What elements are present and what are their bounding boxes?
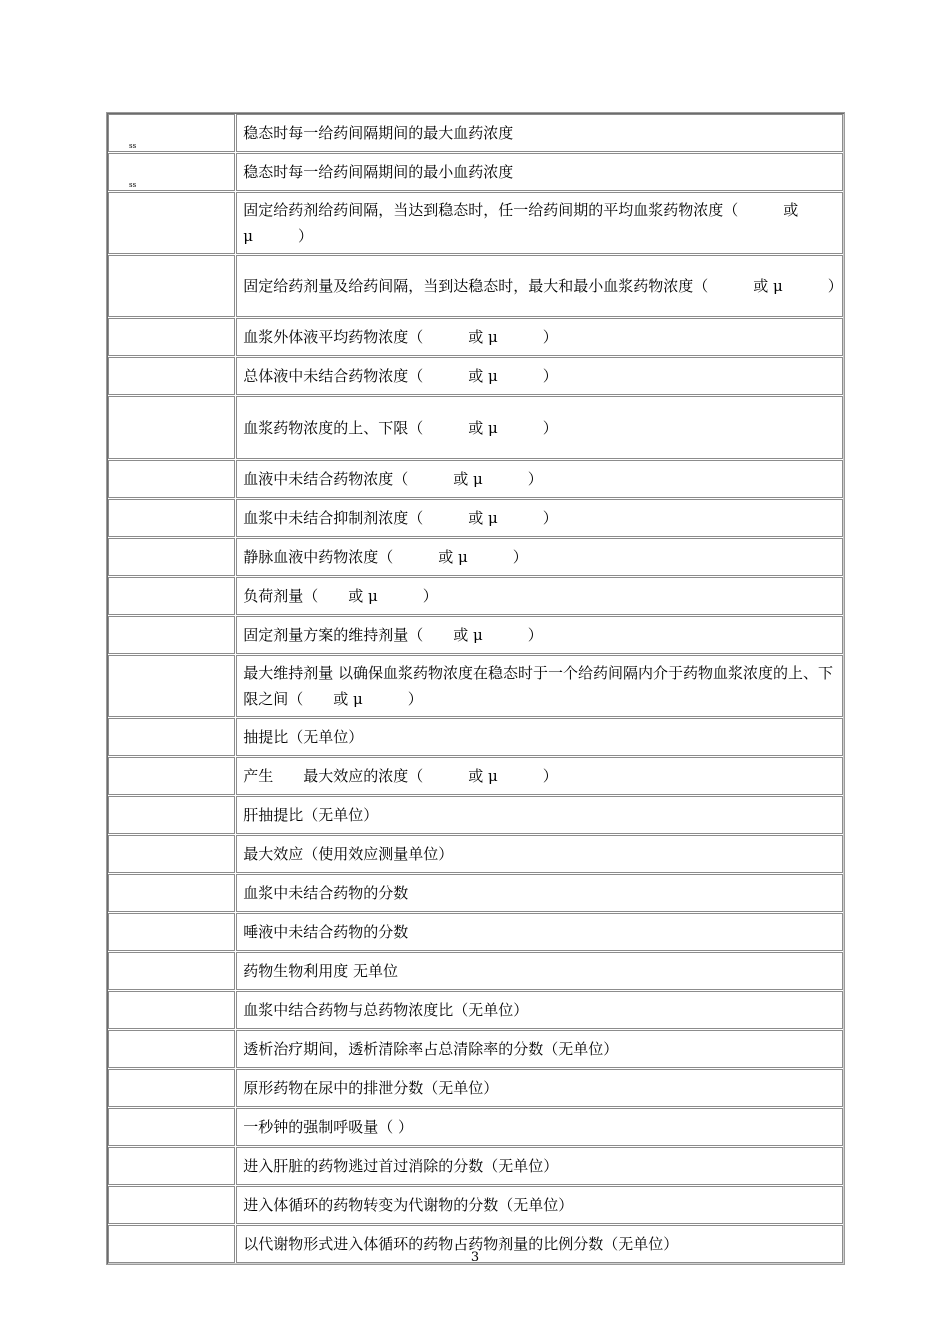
table-row [108, 913, 843, 951]
symbol-cell: ss [108, 153, 235, 191]
description-cell: 原形药物在尿中的排泄分数（无单位） [236, 1069, 843, 1107]
description-cell: 最大效应（使用效应测量单位） [236, 835, 843, 873]
table-row [108, 1147, 843, 1185]
description-cell: 总体液中未结合药物浓度（ 或 μ ） [236, 357, 843, 395]
description-cell: 静脉血液中药物浓度（ 或 μ ） [236, 538, 843, 576]
symbol-table [106, 112, 845, 1265]
table-row [108, 577, 843, 615]
symbol-cell [108, 396, 235, 459]
symbol-cell [108, 538, 235, 576]
description-cell: 肝抽提比（无单位） [236, 796, 843, 834]
table-row [108, 318, 843, 356]
description-cell: 血液中未结合药物浓度（ 或 μ ） [236, 460, 843, 498]
table-row [108, 1030, 843, 1068]
table-row [108, 718, 843, 756]
symbol-cell [108, 460, 235, 498]
description-cell: 血浆中结合药物与总药物浓度比（无单位） [236, 991, 843, 1029]
table-row [108, 538, 843, 576]
table-row [108, 1069, 843, 1107]
description-cell: 一秒钟的强制呼吸量（ ） [236, 1108, 843, 1146]
table-row [108, 192, 843, 254]
symbol-cell [108, 192, 235, 254]
description-cell: 固定给药剂给药间隔，当达到稳态时，任一给药间期的平均血浆药物浓度（ 或 μ ） [236, 192, 843, 254]
symbol-cell [108, 835, 235, 873]
table-row [108, 874, 843, 912]
page-number: 3 [470, 1250, 480, 1265]
table-row [108, 499, 843, 537]
symbol-cell [108, 318, 235, 356]
table-row [108, 835, 843, 873]
symbol-cell [108, 499, 235, 537]
table-row [108, 255, 843, 317]
symbol-cell [108, 1147, 235, 1185]
symbol-cell [108, 357, 235, 395]
description-cell: 血浆中未结合药物的分数 [236, 874, 843, 912]
description-cell: 最大维持剂量 以确保血浆药物浓度在稳态时于一个给药间隔内介于药物血浆浓度的上、下限之间（ 或 μ ） [236, 655, 843, 717]
symbol-cell [108, 757, 235, 795]
table-row [108, 1108, 843, 1146]
description-cell: 抽提比（无单位） [236, 718, 843, 756]
description-cell: 透析治疗期间，透析清除率占总清除率的分数（无单位） [236, 1030, 843, 1068]
table-row [108, 952, 843, 990]
table-row [108, 796, 843, 834]
symbol-cell [108, 1108, 235, 1146]
table-row [108, 757, 843, 795]
symbol-cell [108, 718, 235, 756]
symbol-cell [108, 616, 235, 654]
symbol-cell: ss [108, 114, 235, 152]
symbol-cell [108, 796, 235, 834]
description-cell: 进入体循环的药物转变为代谢物的分数（无单位） [236, 1186, 843, 1224]
symbol-cell [108, 1069, 235, 1107]
table-row [108, 655, 843, 717]
table-row [108, 357, 843, 395]
table-row [108, 991, 843, 1029]
table-row [108, 616, 843, 654]
description-cell: 产生 最大效应的浓度（ 或 μ ） [236, 757, 843, 795]
description-cell: 血浆中未结合抑制剂浓度（ 或 μ ） [236, 499, 843, 537]
table-row [108, 1186, 843, 1224]
description-cell: 药物生物利用度 无单位 [236, 952, 843, 990]
table-row [108, 153, 843, 191]
description-cell: 血浆外体液平均药物浓度（ 或 μ ） [236, 318, 843, 356]
description-cell: 以代谢物形式进入体循环的药物占药物剂量的比例分数（无单位） [236, 1225, 843, 1263]
symbol-cell [108, 991, 235, 1029]
symbol-cell [108, 952, 235, 990]
symbol-cell [108, 913, 235, 951]
symbol-table-body [108, 114, 843, 1263]
description-cell: 固定给药剂量及给药间隔，当到达稳态时，最大和最小血浆药物浓度（ 或 μ ） [236, 255, 843, 317]
symbol-cell [108, 874, 235, 912]
description-cell: 负荷剂量（ 或 μ ） [236, 577, 843, 615]
description-cell: 进入肝脏的药物逃过首过消除的分数（无单位） [236, 1147, 843, 1185]
symbol-cell [108, 1030, 235, 1068]
table-row [108, 396, 843, 459]
symbol-cell [108, 577, 235, 615]
table-row [108, 460, 843, 498]
symbol-cell [108, 1186, 235, 1224]
description-cell: 稳态时每一给药间隔期间的最大血药浓度 [236, 114, 843, 152]
description-cell: 稳态时每一给药间隔期间的最小血药浓度 [236, 153, 843, 191]
description-cell: 血浆药物浓度的上、下限（ 或 μ ） [236, 396, 843, 459]
description-cell: 固定剂量方案的维持剂量（ 或 μ ） [236, 616, 843, 654]
table-row [108, 114, 843, 152]
description-cell: 唾液中未结合药物的分数 [236, 913, 843, 951]
symbol-cell [108, 655, 235, 717]
symbol-cell [108, 255, 235, 317]
